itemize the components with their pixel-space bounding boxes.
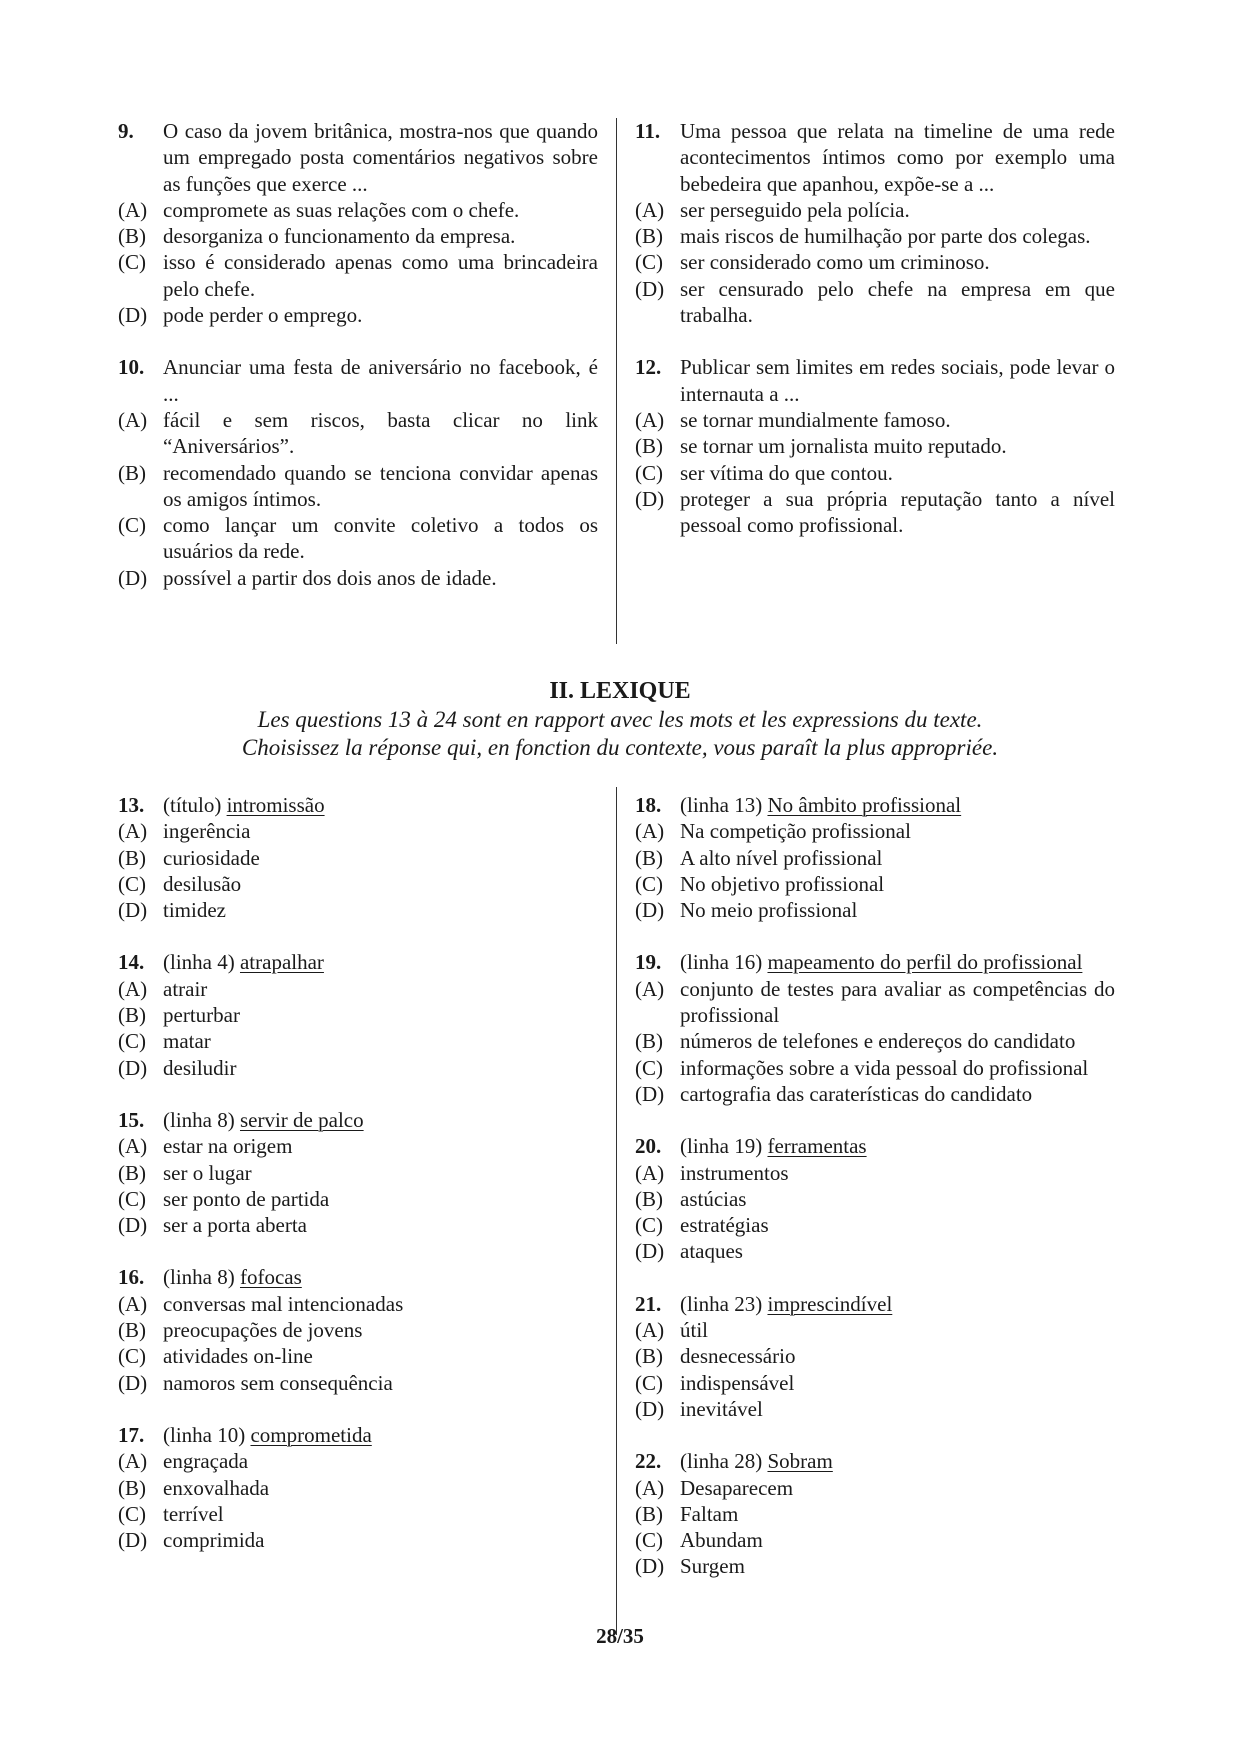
option-label: (B) [118, 1003, 146, 1028]
section-header [0, 676, 1240, 762]
option-label: (D) [635, 1554, 665, 1579]
option-label: (A) [118, 407, 148, 432]
option-c[interactable] [635, 1055, 1115, 1081]
option-c[interactable] [118, 512, 598, 565]
option-c[interactable] [118, 871, 598, 897]
option-b[interactable] [635, 1186, 1115, 1212]
option-c[interactable] [635, 871, 1115, 897]
question-number: 21. [635, 1291, 662, 1316]
option-text: timidez [163, 898, 226, 923]
option-text: ser considerado como um criminoso. [680, 250, 990, 275]
option-text: isso é considerado apenas como uma brincadeira pelo chefe. [163, 250, 598, 301]
option-label: (C) [118, 1186, 146, 1211]
option-b[interactable] [635, 223, 1115, 249]
option-text: preocupações de jovens [163, 1318, 363, 1343]
question-number: 16. [118, 1265, 145, 1290]
option-label: (B) [635, 1029, 663, 1054]
option-d[interactable] [635, 897, 1115, 923]
option-label: (B) [635, 845, 663, 870]
option-c[interactable] [635, 1370, 1115, 1396]
question-number: 18. [635, 793, 662, 817]
option-d[interactable] [118, 1055, 598, 1081]
option-label: (A) [635, 407, 665, 432]
option-a[interactable] [635, 407, 1115, 433]
option-a[interactable] [118, 818, 598, 844]
question-14 [118, 949, 598, 1080]
term-underlined: fofocas [239, 1265, 302, 1290]
option-c[interactable] [635, 460, 1115, 486]
question-number: 14. [118, 950, 145, 975]
option-text: proteger a sua própria reputação tanto a nível pessoal como profissional. [680, 486, 1115, 538]
option-text: desiludir [163, 1055, 237, 1080]
option-label: (A) [118, 197, 148, 222]
option-d[interactable] [118, 1527, 598, 1553]
option-label: (C) [118, 513, 146, 538]
option-label: (C) [635, 1213, 663, 1238]
option-label: (D) [118, 1528, 148, 1553]
question-number: 13. [118, 793, 145, 817]
column-divider-top [616, 118, 617, 644]
option-label: (D) [118, 898, 148, 923]
option-label: (C) [118, 250, 146, 275]
option-text: enxovalhada [163, 1475, 270, 1500]
question-number: 12. [635, 355, 662, 380]
line-reference: (linha 8) [163, 1265, 235, 1290]
option-text: curiosidade [163, 845, 260, 870]
option-label: (B) [118, 1318, 146, 1343]
option-label: (D) [635, 486, 665, 511]
option-d[interactable] [118, 1212, 598, 1238]
option-text: ataques [680, 1239, 743, 1264]
option-label: (D) [635, 1081, 665, 1106]
option-label: (A) [118, 1291, 148, 1316]
option-label: (C) [635, 1055, 663, 1080]
option-c[interactable] [118, 1028, 598, 1054]
option-b[interactable] [118, 1160, 598, 1186]
question-stem: Anunciar uma festa de aniversário no facebook, é ... [163, 355, 598, 406]
option-label: (D) [635, 1239, 665, 1264]
option-label: (C) [118, 1344, 146, 1369]
option-b[interactable] [118, 1475, 598, 1501]
option-text: estar na origem [163, 1134, 293, 1159]
option-c[interactable] [635, 249, 1115, 275]
option-label: (D) [118, 303, 148, 328]
option-label: (C) [635, 871, 663, 896]
line-reference: (linha 4) [163, 950, 235, 975]
option-text: comprimida [163, 1528, 265, 1553]
line-reference: (título) [163, 793, 222, 817]
question-number: 22. [635, 1449, 662, 1474]
option-text: Abundam [680, 1528, 763, 1553]
part2-left-column [118, 792, 598, 1579]
option-text: ser ponto de partida [163, 1186, 330, 1211]
option-text: astúcias [680, 1186, 747, 1211]
option-text: se tornar um jornalista muito reputado. [680, 434, 1007, 459]
option-text: ser a porta aberta [163, 1213, 307, 1238]
option-text: conjunto de testes para avaliar as competências do profissional [680, 976, 1115, 1028]
option-text: indispensável [680, 1370, 795, 1395]
option-text: desnecessário [680, 1344, 796, 1369]
option-c[interactable] [118, 1343, 598, 1369]
option-text: recomendado quando se tenciona convidar apenas os amigos íntimos. [163, 460, 598, 511]
option-b[interactable] [118, 845, 598, 871]
option-label: (D) [635, 898, 665, 923]
option-text: matar [163, 1029, 211, 1054]
term-underlined: comprometida [250, 1422, 372, 1447]
term-underlined: ferramentas [767, 1134, 867, 1159]
option-text: terrível [163, 1501, 224, 1526]
option-label: (A) [635, 819, 665, 844]
option-label: (B) [118, 224, 146, 249]
question-19 [635, 949, 1115, 1107]
term-underlined: Sobram [767, 1449, 833, 1474]
term-underlined: atrapalhar [239, 950, 324, 975]
option-text: atrair [163, 976, 208, 1001]
term-underlined: servir de palco [239, 1107, 364, 1132]
option-label: (C) [635, 250, 663, 275]
option-a[interactable] [635, 1160, 1115, 1186]
option-label: (B) [118, 1475, 146, 1500]
option-label: (D) [635, 276, 665, 301]
option-label: (B) [635, 224, 663, 249]
option-d[interactable] [635, 1396, 1115, 1422]
option-text: instrumentos [680, 1160, 789, 1185]
option-text: mais riscos de humilhação por parte dos colegas. [680, 224, 1091, 249]
option-text: fácil e sem riscos, basta clicar no link “Aniversários”. [163, 407, 598, 459]
option-a[interactable] [118, 1448, 598, 1474]
question-stem: Uma pessoa que relata na timeline de uma rede acontecimentos íntimos como por exemplo uma bebedeira que apanhou, expõe-se a ... [680, 119, 1115, 196]
option-label: (A) [635, 1318, 665, 1343]
option-label: (A) [635, 976, 665, 1001]
option-c[interactable] [118, 1186, 598, 1212]
option-label: (B) [635, 434, 663, 459]
option-c[interactable] [118, 1501, 598, 1527]
option-label: (D) [118, 1370, 148, 1395]
option-c[interactable] [118, 249, 598, 302]
option-text: pode perder o emprego. [163, 303, 363, 328]
option-text: namoros sem consequência [163, 1370, 393, 1395]
option-label: (B) [635, 1344, 663, 1369]
option-a[interactable] [118, 197, 598, 223]
option-d[interactable] [635, 1081, 1115, 1107]
option-d[interactable] [118, 1370, 598, 1396]
option-b[interactable] [635, 1501, 1115, 1527]
option-label: (D) [118, 1055, 148, 1080]
option-text: desilusão [163, 871, 242, 896]
option-label: (A) [635, 1160, 665, 1185]
column-divider-bottom [616, 787, 617, 1635]
line-reference: (linha 23) [680, 1291, 763, 1316]
option-text: ingerência [163, 819, 251, 844]
line-reference: (linha 28) [680, 1449, 763, 1474]
option-text: atividades on-line [163, 1344, 313, 1369]
option-label: (D) [635, 1396, 665, 1421]
option-label: (B) [118, 845, 146, 870]
question-number: 17. [118, 1422, 145, 1447]
question-12 [635, 354, 1115, 538]
option-label: (C) [118, 1501, 146, 1526]
option-text: No objetivo profissional [680, 871, 885, 896]
option-text: perturbar [163, 1003, 240, 1028]
question-16 [118, 1264, 598, 1395]
option-label: (C) [635, 1528, 663, 1553]
option-label: (D) [118, 565, 148, 590]
option-text: engraçada [163, 1449, 249, 1474]
option-a[interactable] [635, 197, 1115, 223]
option-b[interactable] [118, 1317, 598, 1343]
option-text: conversas mal intencionadas [163, 1291, 404, 1316]
option-text: como lançar um convite coletivo a todos os usuários da rede. [163, 513, 598, 564]
section-title: II. LEXIQUE [549, 678, 691, 704]
option-text: inevitável [680, 1396, 763, 1421]
line-reference: (linha 19) [680, 1134, 763, 1159]
question-11 [635, 118, 1115, 328]
option-text: Faltam [680, 1501, 739, 1526]
term-underlined: imprescindível [767, 1291, 893, 1316]
option-text: ser perseguido pela polícia. [680, 197, 910, 222]
question-18 [635, 792, 1115, 923]
line-reference: (linha 8) [163, 1107, 235, 1132]
question-number: 9. [118, 119, 134, 143]
option-label: (A) [118, 1134, 148, 1159]
question-number: 10. [118, 355, 145, 380]
option-c[interactable] [635, 1212, 1115, 1238]
question-number: 15. [118, 1107, 145, 1132]
line-reference: (linha 13) [680, 793, 763, 817]
question-15 [118, 1107, 598, 1238]
option-text: compromete as suas relações com o chefe. [163, 197, 520, 222]
option-b[interactable] [118, 1002, 598, 1028]
option-text: desorganiza o funcionamento da empresa. [163, 224, 516, 249]
option-text: estratégias [680, 1213, 769, 1238]
option-text: Desaparecem [680, 1475, 794, 1500]
option-d[interactable] [635, 1553, 1115, 1579]
option-label: (C) [635, 1370, 663, 1395]
option-label: (C) [635, 460, 663, 485]
option-label: (B) [118, 1160, 146, 1185]
question-22 [635, 1448, 1115, 1579]
option-text: útil [680, 1318, 709, 1343]
question-number: 19. [635, 950, 662, 975]
option-label: (B) [635, 1501, 663, 1526]
option-b[interactable] [635, 845, 1115, 871]
option-text: Surgem [680, 1554, 745, 1579]
option-label: (C) [118, 1029, 146, 1054]
option-d[interactable] [635, 486, 1115, 539]
question-13 [118, 792, 598, 923]
question-stem: Publicar sem limites em redes sociais, pode levar o internauta a ... [680, 355, 1115, 406]
line-reference: (linha 16) [680, 950, 763, 975]
option-text: números de telefones e endereços do candidato [680, 1029, 1076, 1054]
question-stem: O caso da jovem britânica, mostra-nos que quando um empregado posta comentários negativos sobre as funções que exerce ... [163, 119, 598, 196]
option-text: possível a partir dos dois anos de idade. [163, 565, 497, 590]
option-b[interactable] [635, 1343, 1115, 1369]
question-9 [118, 118, 598, 328]
section-instruction-1: Les questions 13 à 24 sont en rapport avec les mots et les expressions du texte. [257, 707, 983, 732]
option-a[interactable] [635, 1317, 1115, 1343]
question-17 [118, 1422, 598, 1553]
option-text: ser vítima do que contou. [680, 460, 893, 485]
option-text: Na competição profissional [680, 819, 911, 844]
question-10 [118, 354, 598, 591]
option-label: (B) [118, 460, 146, 485]
option-label: (C) [118, 871, 146, 896]
option-label: (B) [635, 1186, 663, 1211]
option-a[interactable] [118, 407, 598, 460]
option-label: (A) [118, 976, 148, 1001]
option-a[interactable] [635, 976, 1115, 1029]
option-text: No meio profissional [680, 898, 858, 923]
part1-right-column [635, 118, 1115, 564]
part1-left-column [118, 118, 598, 617]
option-d[interactable] [118, 302, 598, 328]
option-b[interactable] [118, 460, 598, 513]
option-c[interactable] [635, 1527, 1115, 1553]
option-label: (D) [118, 1213, 148, 1238]
option-d[interactable] [635, 276, 1115, 329]
question-20 [635, 1133, 1115, 1264]
question-number: 11. [635, 119, 661, 143]
option-d[interactable] [118, 565, 598, 591]
question-21 [635, 1291, 1115, 1422]
line-reference: (linha 10) [163, 1422, 246, 1447]
option-a[interactable] [118, 1133, 598, 1159]
term-underlined: No âmbito profissional [767, 793, 962, 817]
option-label: (A) [635, 197, 665, 222]
option-text: cartografia das caraterísticas do candidato [680, 1081, 1033, 1106]
option-label: (A) [118, 819, 148, 844]
option-d[interactable] [118, 897, 598, 923]
option-a[interactable] [118, 976, 598, 1002]
option-text: ser o lugar [163, 1160, 252, 1185]
option-text: se tornar mundialmente famoso. [680, 407, 951, 432]
option-b[interactable] [635, 433, 1115, 459]
option-a[interactable] [635, 818, 1115, 844]
option-label: (A) [635, 1475, 665, 1500]
part2-right-column [635, 792, 1115, 1606]
question-number: 20. [635, 1134, 662, 1159]
option-a[interactable] [118, 1291, 598, 1317]
option-text: informações sobre a vida pessoal do profissional [680, 1055, 1089, 1080]
term-underlined: mapeamento do perfil do profissional [767, 950, 1083, 975]
option-a[interactable] [635, 1475, 1115, 1501]
page-number: 28/35 [596, 1624, 644, 1648]
section-instruction-2: Choisissez la réponse qui, en fonction du contexte, vous paraît la plus appropriée. [241, 735, 999, 760]
option-text: A alto nível profissional [680, 845, 883, 870]
option-b[interactable] [635, 1028, 1115, 1054]
option-d[interactable] [635, 1238, 1115, 1264]
option-text: ser censurado pelo chefe na empresa em que trabalha. [680, 276, 1115, 328]
term-underlined: intromissão [226, 793, 325, 817]
option-label: (A) [118, 1449, 148, 1474]
option-b[interactable] [118, 223, 598, 249]
